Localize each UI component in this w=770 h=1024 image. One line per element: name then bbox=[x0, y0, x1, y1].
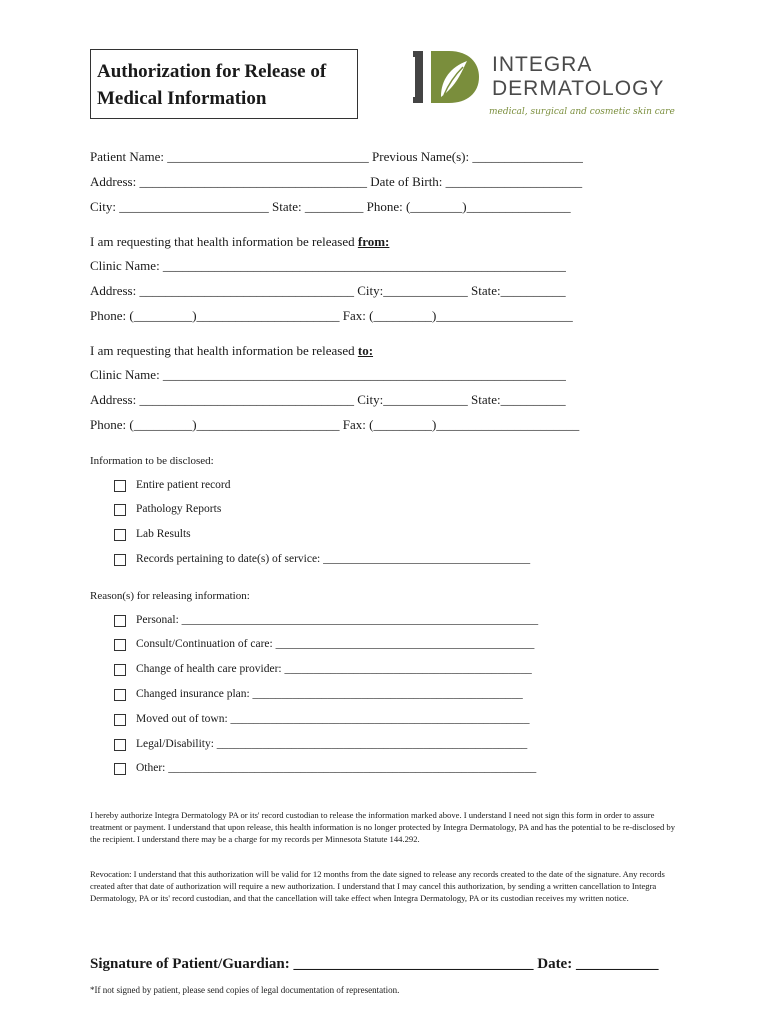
from-phone-row[interactable]: Phone: (_________)______________________ Fax: (_________)_____________________ bbox=[90, 308, 573, 323]
checkbox-entire-record[interactable] bbox=[114, 480, 126, 492]
revocation-paragraph: Revocation: I understand that this authorization will be valid for 12 months from the date signed to release any records created to the date of the signature. Any records created after that date of authorization will require a new authorization. I understand that I may cancel this authorization, by sending a written cancellation to Integra Dermatology, PA or its' record custodian, and that the cancellation will take effect when Integra Dermatology, PA or its custodian receives my written notice. bbox=[90, 869, 665, 903]
checkbox-personal[interactable] bbox=[114, 615, 126, 627]
label-lab-results: Lab Results bbox=[136, 528, 191, 540]
label-other: Other: ________________________________________________________________ bbox=[136, 762, 537, 774]
label-records-dates: Records pertaining to date(s) of service: ____________________________________ bbox=[136, 553, 531, 565]
label-entire-record: Entire patient record bbox=[136, 479, 231, 491]
label-personal: Personal: ______________________________________________________________ bbox=[136, 614, 539, 626]
to-intro bbox=[90, 343, 373, 359]
from-keyword: from: bbox=[357, 234, 390, 249]
reasons-heading: Reason(s) for releasing information: bbox=[90, 590, 250, 602]
to-phone-row[interactable]: Phone: (_________)______________________ Fax: (_________)______________________ bbox=[90, 417, 580, 432]
checkbox-consult[interactable] bbox=[114, 639, 126, 651]
form-title-line2: Medical Information bbox=[97, 88, 267, 109]
patient-city-row[interactable]: City: _______________________ State: _________ Phone: (________)________________ bbox=[90, 199, 571, 214]
patient-address-row[interactable]: Address: ___________________________________ Date of Birth: _____________________ bbox=[90, 174, 583, 189]
checkbox-records-dates[interactable] bbox=[114, 554, 126, 566]
footnote: *If not signed by patient, please send copies of legal documentation of representation. bbox=[90, 985, 400, 995]
label-insurance: Changed insurance plan: _______________________________________________ bbox=[136, 688, 523, 700]
label-moved: Moved out of town: ____________________________________________________ bbox=[136, 713, 530, 725]
checkbox-other[interactable] bbox=[114, 763, 126, 775]
form-title-line1: Authorization for Release of bbox=[97, 61, 327, 82]
form-title-box bbox=[90, 49, 358, 119]
label-consult: Consult/Continuation of care: _____________________________________________ bbox=[136, 638, 535, 650]
label-legal: Legal/Disability: ______________________________________________________ bbox=[136, 738, 528, 750]
checkbox-pathology-reports[interactable] bbox=[114, 504, 126, 516]
to-address-row[interactable]: Address: _________________________________ City:_____________ State:__________ bbox=[90, 392, 566, 407]
from-intro bbox=[90, 234, 389, 250]
checkbox-moved[interactable] bbox=[114, 714, 126, 726]
checkbox-legal[interactable] bbox=[114, 739, 126, 751]
label-pathology-reports: Pathology Reports bbox=[136, 503, 222, 515]
to-clinic-row[interactable]: Clinic Name: ______________________________________________________________ bbox=[90, 367, 566, 382]
logo-line1: INTEGRA bbox=[492, 53, 593, 76]
integra-logo bbox=[411, 45, 681, 125]
label-change-provider: Change of health care provider: ___________________________________________ bbox=[136, 663, 532, 675]
logo-line2: DERMATOLOGY bbox=[492, 77, 665, 100]
from-intro-text: I am requesting that health information be released bbox=[90, 234, 358, 249]
from-clinic-row[interactable]: Clinic Name: ______________________________________________________________ bbox=[90, 258, 566, 273]
logo-tagline: medical, surgical and cosmetic skin care bbox=[489, 107, 675, 117]
id-mark-icon bbox=[411, 49, 483, 109]
signature-line[interactable]: Signature of Patient/Guardian: ________________________________ Date: ___________ bbox=[90, 956, 659, 972]
patient-name-row[interactable]: Patient Name: _______________________________ Previous Name(s): _________________ bbox=[90, 149, 583, 164]
disclosed-heading: Information to be disclosed: bbox=[90, 455, 214, 467]
authorization-paragraph: I hereby authorize Integra Dermatology PA or its' record custodian to release the information marked above. I understand I need not sign this form in order to assure treatment or payment. I understand that upon release, this health information is no longer protected by Integra Dermatology, PA and has the potential to be re-disclosed by the recipient. I understand there may be a charge for my records per Minnesota Statute 144.292. bbox=[90, 810, 676, 844]
to-intro-text: I am requesting that health information be released bbox=[90, 343, 358, 358]
checkbox-lab-results[interactable] bbox=[114, 529, 126, 541]
logo-wordmark bbox=[492, 53, 664, 101]
checkbox-insurance[interactable] bbox=[114, 689, 126, 701]
to-keyword: to: bbox=[357, 343, 374, 358]
from-address-row[interactable]: Address: _________________________________ City:_____________ State:__________ bbox=[90, 283, 566, 298]
checkbox-change-provider[interactable] bbox=[114, 664, 126, 676]
